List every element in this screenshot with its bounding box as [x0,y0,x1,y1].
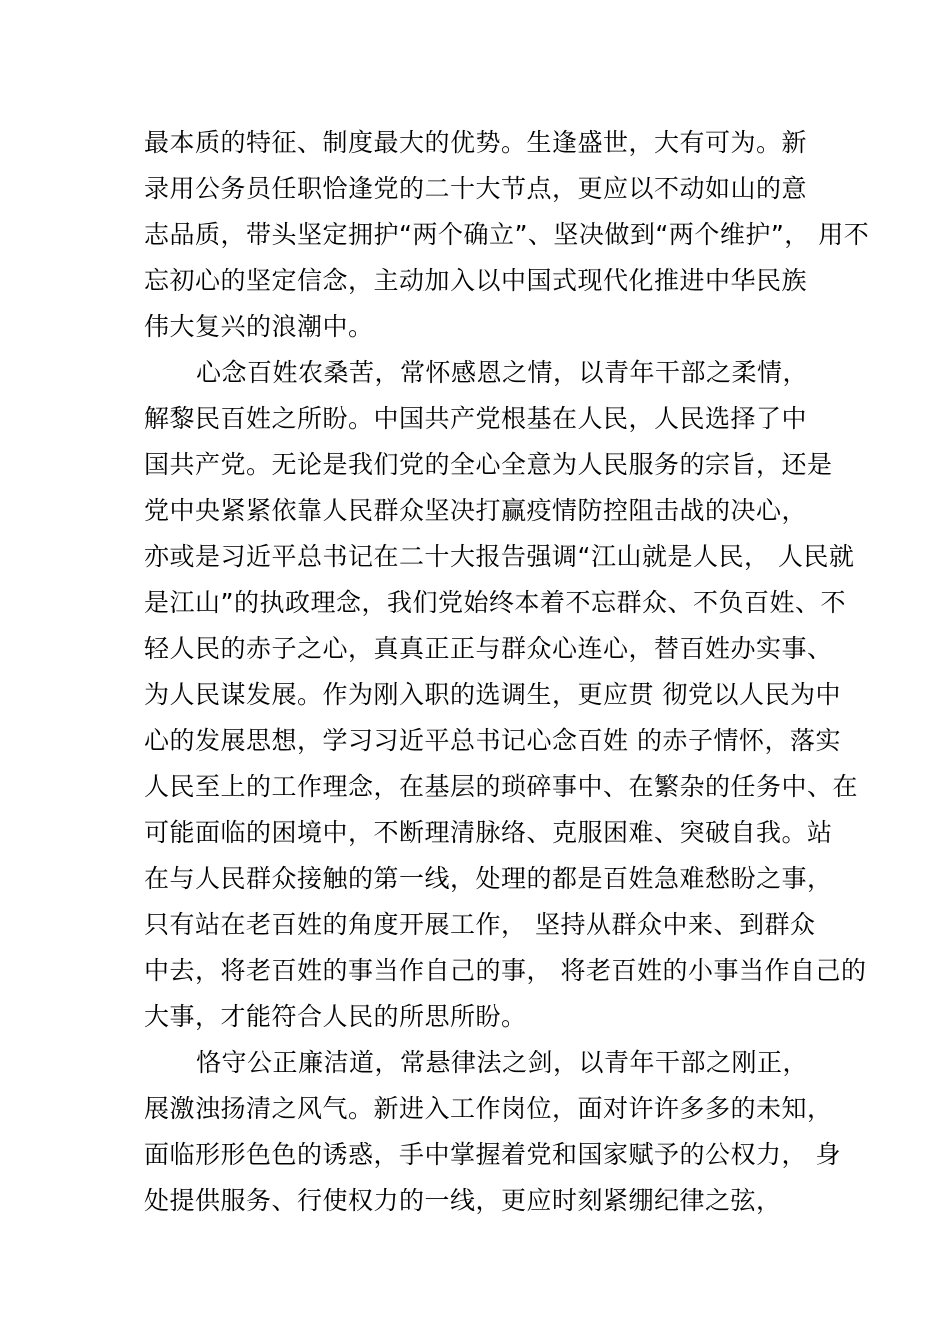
text-line: 面临形形色色的诱惑，手中掌握着党和国家赋予的公权力， 身 [144,1140,841,1169]
text-line: 忘初心的坚定信念，主动加入以中国式现代化推进中华民族 [144,266,808,295]
text-line: 最本质的特征、制度最大的优势。生逢盛世，大有可为。新 [144,128,808,157]
text-line: 解黎民百姓之所盼。中国共产党根基在人民，人民选择了中 [144,404,808,433]
text-line: 志品质，带头坚定拥护“两个确立”、坚决做到“两个维护”， 用不 [144,220,870,249]
text-line: 是江山”的执政理念，我们党始终本着不忘群众、不负百姓、不 [144,588,846,617]
text-line: 伟大复兴的浪潮中。 [144,312,374,341]
text-line: 大事，才能符合人民的所思所盼。 [144,1002,527,1031]
text-line: 人民至上的工作理念，在基层的琐碎事中、在繁杂的任务中、在 [144,772,859,801]
text-line: 处提供服务、行使权力的一线，更应时刻紧绷纪律之弦， [144,1186,782,1215]
text-line: 党中央紧紧依靠人民群众坚决打赢疫情防控阻击战的决心， [144,496,808,525]
text-line: 心的发展思想，学习习近平总书记心念百姓 的赤子情怀，落实 [144,726,841,755]
text-line: 中去，将老百姓的事当作自己的事， 将老百姓的小事当作自己的 [144,956,867,985]
paragraph-start-line: 恪守公正廉洁道，常悬律法之剑，以青年干部之刚正， [196,1048,809,1077]
paragraph-start-line: 心念百姓农桑苦，常怀感恩之情，以青年干部之柔情， [196,358,809,387]
text-line: 在与人民群众接触的第一线，处理的都是百姓急难愁盼之事， [144,864,833,893]
text-line: 轻人民的赤子之心，真真正正与群众心连心，替百姓办实事、 [144,634,833,663]
text-line: 录用公务员任职恰逢党的二十大节点，更应以不动如山的意 [144,174,808,203]
text-line: 只有站在老百姓的角度开展工作， 坚持从群众中来、到群众 [144,910,816,939]
text-line: 可能面临的困境中，不断理清脉络、克服困难、突破自我。站 [144,818,833,847]
text-line: 国共产党。无论是我们党的全心全意为人民服务的宗旨，还是 [144,450,833,479]
text-line: 展激浊扬清之风气。新进入工作岗位，面对许许多多的未知， [144,1094,833,1123]
text-line: 为人民谋发展。作为刚入职的选调生，更应贯 彻党以人民为中 [144,680,841,709]
text-line: 亦或是习近平总书记在二十大报告强调“江山就是人民， 人民就 [144,542,855,571]
